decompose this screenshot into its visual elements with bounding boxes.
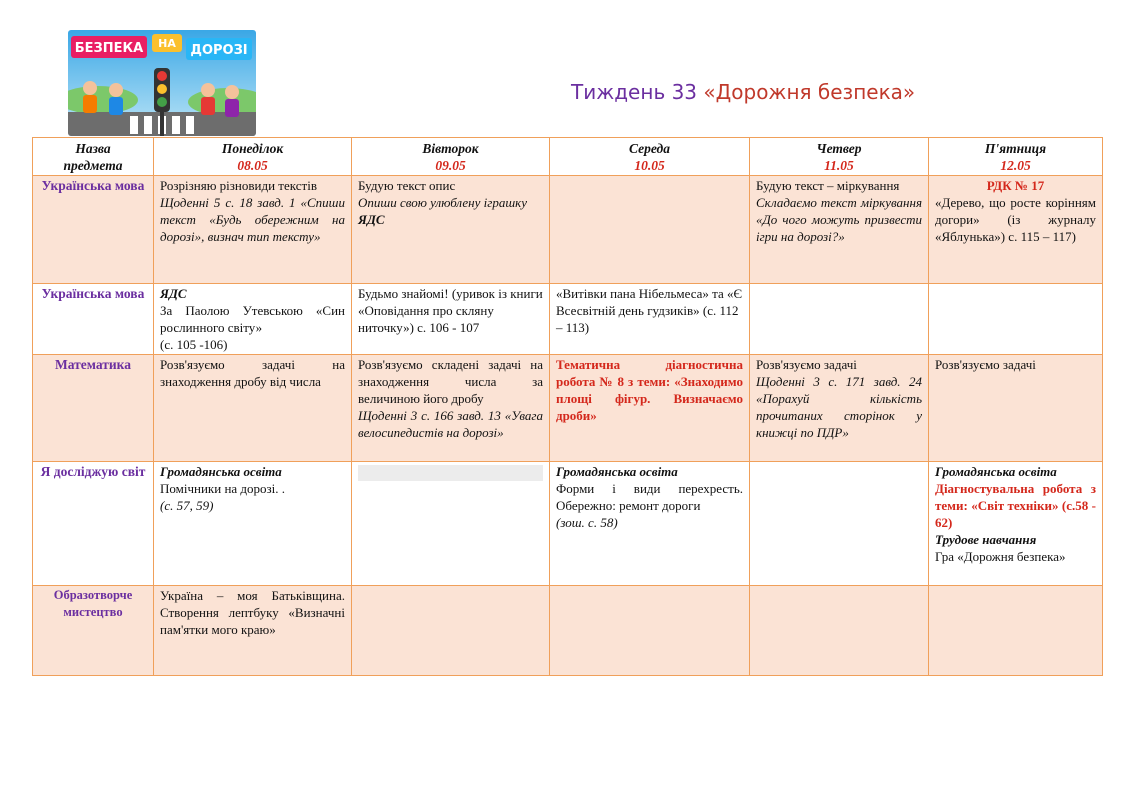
day-date: 12.05 [1000,158,1031,173]
header-day: Четвер 11.05 [750,138,929,176]
day-date: 09.05 [435,158,466,173]
road-safety-banner [68,30,256,136]
table-row [33,462,1103,586]
lesson-cell: Будую текст – міркування Складаємо текст міркування «До чого можуть призвести ігри на дорозі?» [750,176,929,284]
table-row [33,176,1103,284]
lesson-cell: «Витівки пана Нібельмеса» та «Є Всесвітній день гудзиків» (с. 112 – 113) [550,284,750,355]
lesson-cell-empty [929,586,1103,676]
lesson-cell-empty [750,284,929,355]
subject-cell: Я досліджую світ [33,462,154,586]
lesson-cell: РДК № 17 «Дерево, що росте корінням догори» (із журналу «Яблунька») с. 115 – 117) [929,176,1103,284]
lesson-cell-empty [929,284,1103,355]
table-row [33,284,1103,355]
lesson-cell-empty [550,176,750,284]
banner-word3: ДОРОЗІ [190,43,248,58]
header-day: П'ятниця 12.05 [929,138,1103,176]
lesson-cell: Тематична діагностична робота № 8 з теми: «Знаходимо площі фігур. Визначаємо дроби» [550,355,750,462]
header-row [33,138,1103,176]
lesson-cell: Розрізняю різновиди текстів Щоденні 5 с. 18 завд. 1 «Спиши текст «Будь обережним на дорозі», визнач тип тексту» [154,176,352,284]
lesson-cell: Будую текст опис Опиши свою улюблену іграшку ЯДС [352,176,550,284]
schedule-table [32,137,1103,676]
page-title [571,80,915,104]
day-date: 11.05 [824,158,854,173]
subject-cell: Українська мова [33,284,154,355]
subject-cell: Образотворче мистецтво [33,586,154,676]
lesson-cell: Розв'язуємо задачі на знаходження дробу від числа [154,355,352,462]
lesson-cell-empty [750,586,929,676]
lesson-cell-empty [352,462,550,586]
lesson-cell: Україна – моя Батьківщина. Створення лептбуку «Визначні пам'ятки мого краю» [154,586,352,676]
lesson-cell-empty [750,462,929,586]
lesson-cell-empty [352,586,550,676]
lesson-cell: Громадянська освіта Форми і види перехресть. Обережно: ремонт дороги (зош. с. 58) [550,462,750,586]
day-date: 08.05 [237,158,268,173]
banner-word2: НА [158,37,176,50]
header-day: Середа 10.05 [550,138,750,176]
gray-placeholder [358,465,543,481]
table-row [33,586,1103,676]
lesson-cell: Розв'язуємо задачі Щоденні 3 с. 171 завд. 24 «Порахуй кількість прочитаних сторінок у книжці по ПДР» [750,355,929,462]
subject-cell: Математика [33,355,154,462]
lesson-cell-empty [550,586,750,676]
title-prefix: Тиждень 33 [571,80,704,104]
lesson-cell: Громадянська освіта Діагностувальна робота з теми: «Світ техніки» (с.58 - 62) Трудове навчання Гра «Дорожня безпека» [929,462,1103,586]
lesson-cell: Будьмо знайомі! (уривок із книги «Оповідання про скляну ниточку») с. 106 - 107 [352,284,550,355]
banner-word1: БЕЗПЕКА [74,41,144,56]
header-day: Вівторок 09.05 [352,138,550,176]
lesson-cell: Розв'язуємо задачі [929,355,1103,462]
header-day: Понеділок 08.05 [154,138,352,176]
table-row [33,355,1103,462]
header-subject: Назва предмета [33,138,154,176]
lesson-cell: ЯДС За Паолою Утевською «Син рослинного світу» (с. 105 -106) [154,284,352,355]
title-quote: «Дорожня безпека» [703,80,916,104]
lesson-cell: Громадянська освіта Помічники на дорозі. . (с. 57, 59) [154,462,352,586]
subject-cell: Українська мова [33,176,154,284]
day-date: 10.05 [634,158,665,173]
lesson-cell: Розв'язуємо складені задачі на знаходження числа за величиною його дробу Щоденні 3 с. 166 завд. 13 «Увага велосипедистів на дорозі» [352,355,550,462]
